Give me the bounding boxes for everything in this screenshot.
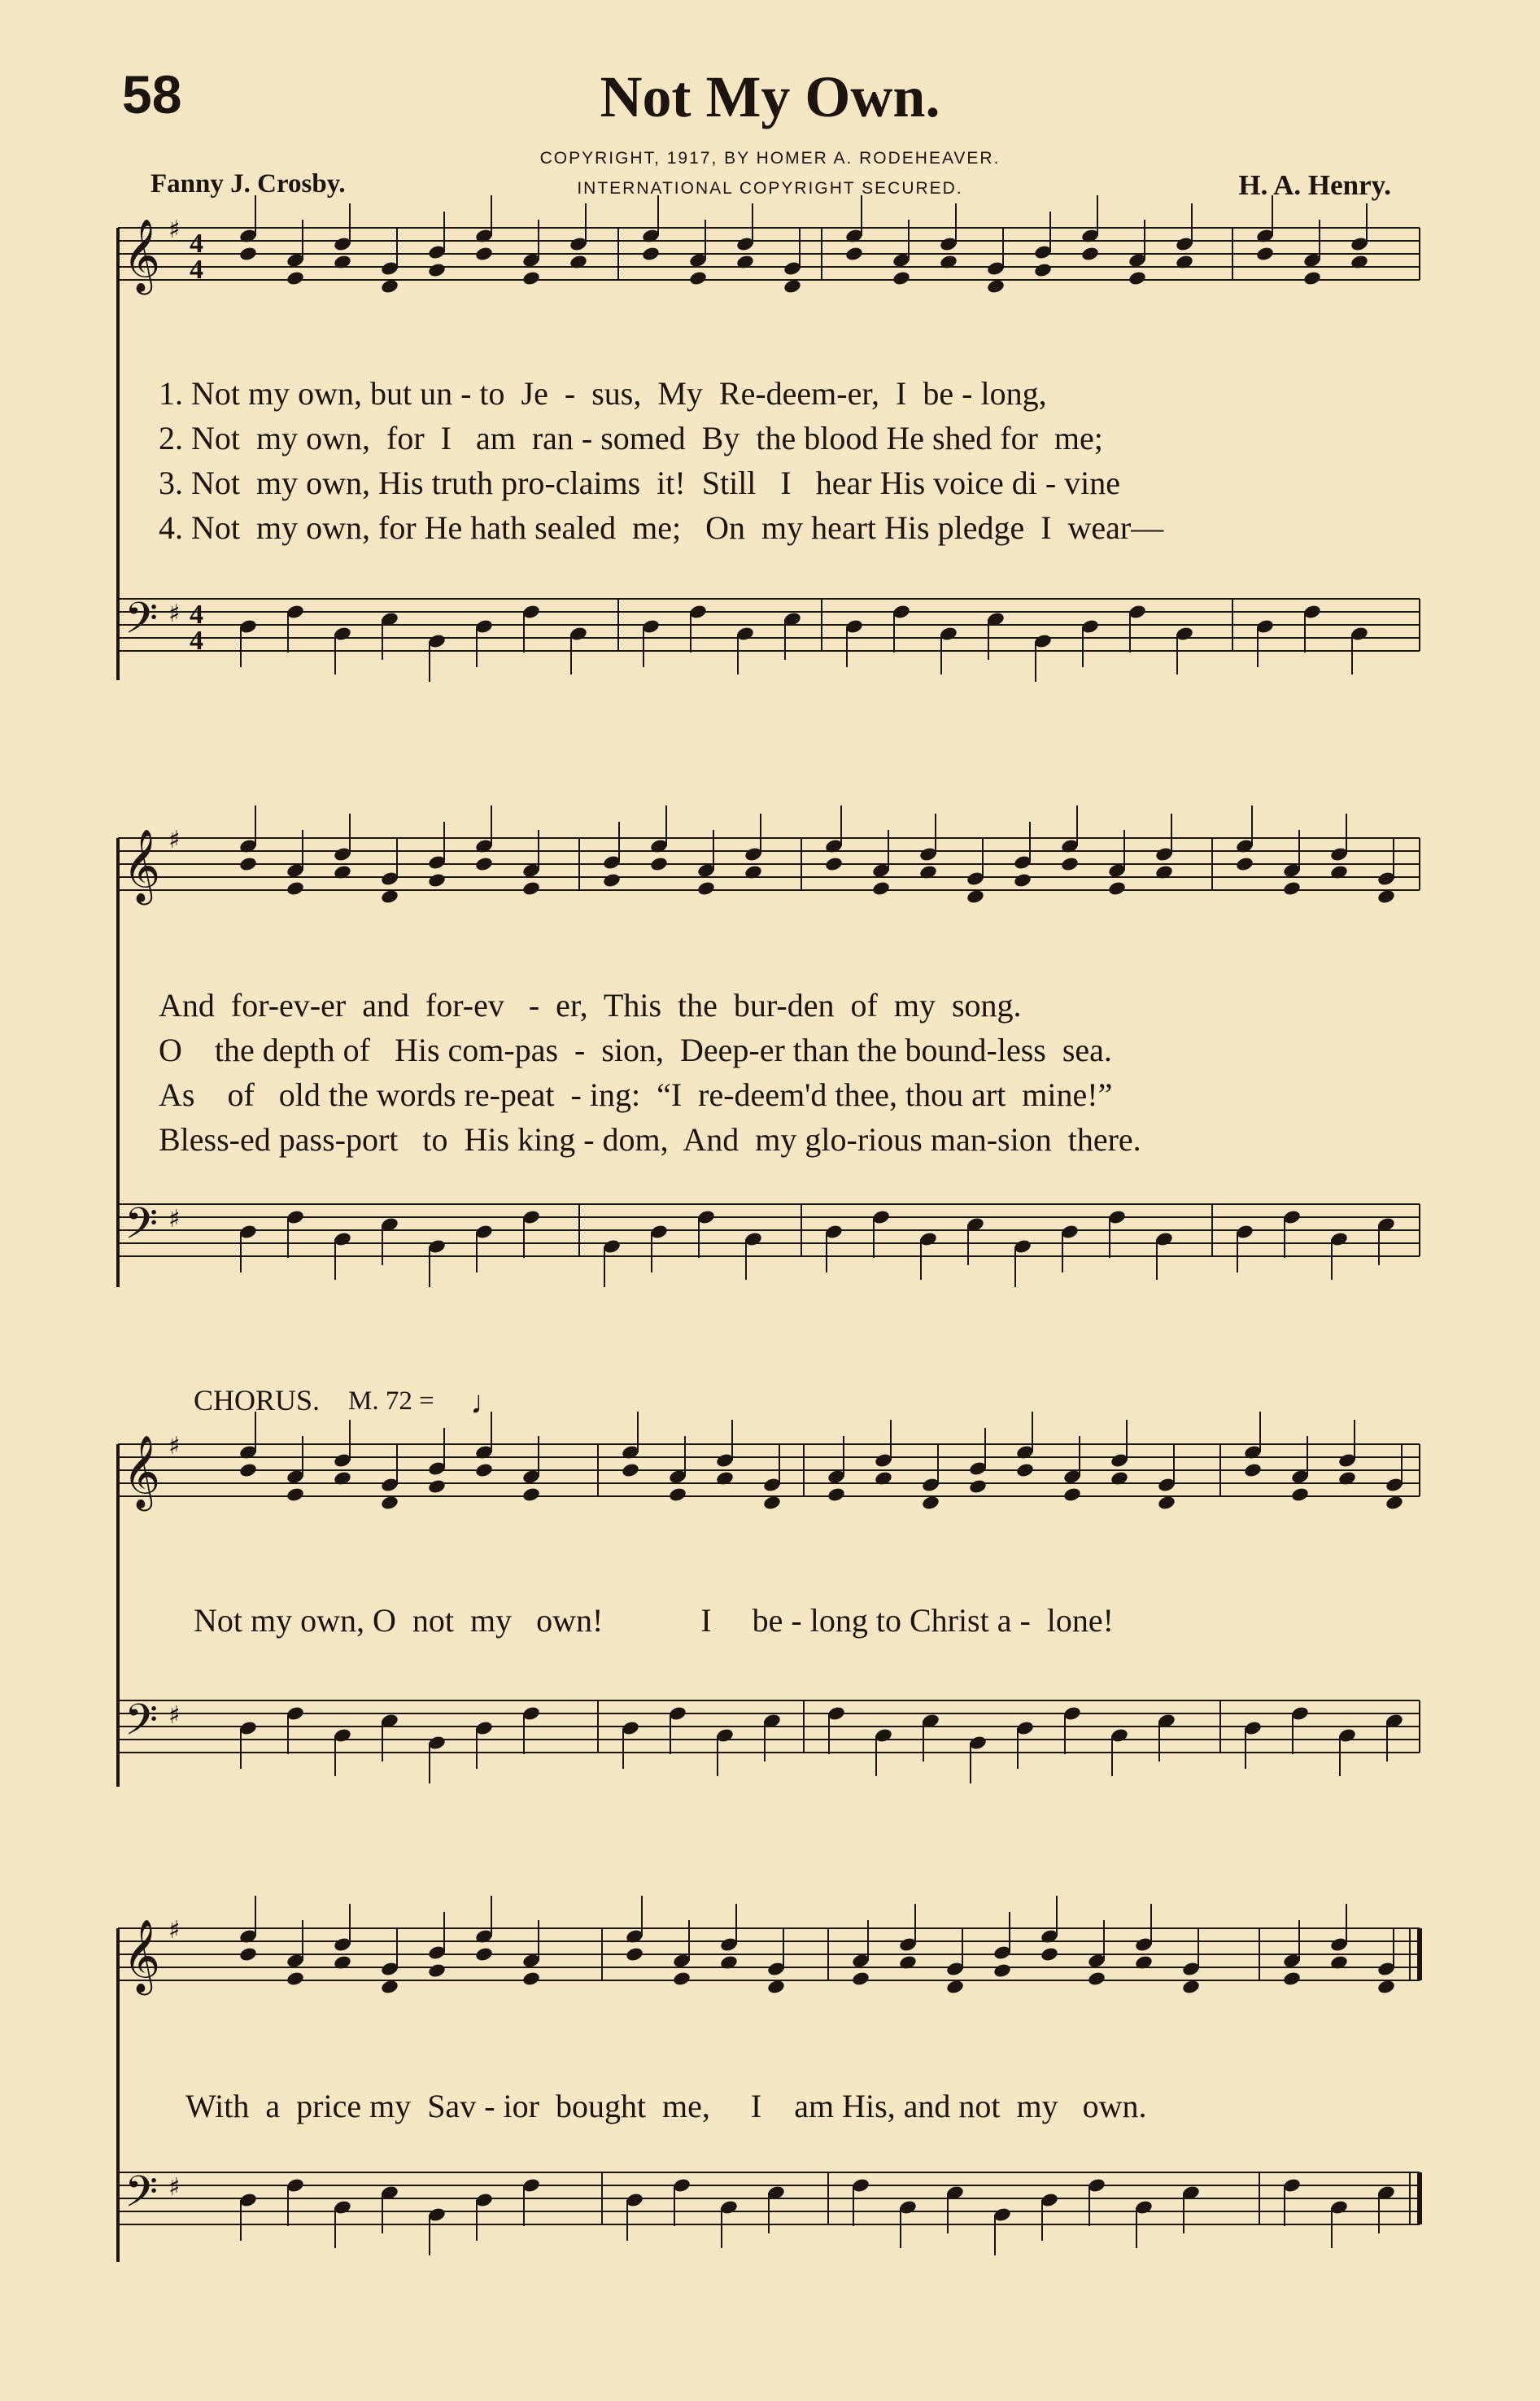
bass-clef-icon: 𝄢 — [124, 594, 159, 654]
notehead — [1107, 880, 1127, 897]
notehead — [286, 880, 305, 897]
notehead — [286, 270, 305, 286]
notehead — [286, 1971, 305, 1987]
quarter-note-icon: ♩ — [470, 1384, 503, 1421]
notehead — [827, 1486, 846, 1503]
verse-1-line-2: And for-ev-er and for-ev - er, This the bur-den of my song. — [159, 987, 1022, 1024]
notehead — [238, 1462, 258, 1478]
notehead — [238, 856, 258, 872]
notehead — [1013, 872, 1032, 888]
treble-clef-icon: 𝄞 — [123, 219, 161, 292]
notehead — [380, 278, 399, 295]
sharp-icon: ♯ — [168, 1701, 181, 1730]
treble-clef-icon: 𝄞 — [123, 829, 161, 902]
sharp-icon: ♯ — [168, 600, 181, 628]
notehead — [641, 246, 661, 262]
notehead — [286, 1486, 305, 1503]
notehead — [688, 270, 708, 286]
sharp-icon: ♯ — [168, 1205, 181, 1233]
verse-3-line-2: As of old the words re-peat - ing: “I re-deem'd thee, thou art mine!” — [159, 1076, 1113, 1113]
notehead — [766, 1979, 786, 1995]
notehead — [986, 278, 1006, 295]
notehead — [380, 1495, 399, 1511]
time-signature: 4 — [190, 229, 203, 259]
notehead — [1062, 1486, 1082, 1503]
notehead — [1235, 856, 1254, 872]
time-signature: 4 — [190, 600, 203, 630]
notehead — [1243, 1462, 1263, 1478]
sharp-icon: ♯ — [168, 216, 181, 244]
notehead — [672, 1971, 691, 1987]
copyright-line-1: COPYRIGHT, 1917, BY HOMER A. RODEHEAVER. — [539, 149, 1001, 168]
notehead — [1290, 1486, 1310, 1503]
notehead — [238, 1946, 258, 1962]
notehead — [945, 1979, 965, 1995]
sharp-icon: ♯ — [168, 1916, 181, 1945]
notehead — [427, 1962, 447, 1979]
treble-clef-icon: 𝄞 — [123, 1919, 161, 1993]
notehead — [238, 246, 258, 262]
chorus-lyric-line-1: Not my own, O not my own! I be - long to Christ a - lone! — [194, 1602, 1114, 1639]
sharp-icon: ♯ — [168, 2173, 181, 2202]
notehead — [1015, 1462, 1035, 1478]
notehead — [1376, 1979, 1396, 1995]
chorus-label: CHORUS. — [194, 1384, 321, 1417]
notehead — [380, 888, 399, 905]
verse-2-line-1: 2. Not my own, for I am ran - somed By the blood He shed for me; — [159, 420, 1103, 456]
notehead — [844, 246, 864, 262]
notehead — [621, 1462, 640, 1478]
notehead — [1385, 1495, 1404, 1511]
notehead — [474, 246, 494, 262]
notehead — [625, 1946, 644, 1962]
bass-clef-icon: 𝄢 — [124, 1199, 159, 1259]
time-signature: 4 — [190, 626, 203, 656]
composer-credit: H. A. Henry. — [1238, 169, 1391, 201]
notehead — [521, 270, 541, 286]
verse-3-line-1: 3. Not my own, His truth pro-claims it! Still I hear His voice di - vine — [159, 465, 1121, 501]
notehead — [521, 880, 541, 897]
notehead — [892, 270, 911, 286]
notehead — [1181, 1979, 1201, 1995]
notehead — [427, 262, 447, 278]
notehead — [474, 1462, 494, 1478]
notehead — [783, 278, 802, 295]
notehead — [649, 856, 669, 872]
notehead — [992, 1962, 1012, 1979]
notehead — [427, 1478, 447, 1495]
verse-4-line-1: 4. Not my own, for He hath sealed me; On my heart His pledge I wear— — [159, 509, 1164, 546]
notehead — [427, 872, 447, 888]
lyricist-credit: Fanny J. Crosby. — [151, 169, 346, 199]
notehead — [521, 1486, 541, 1503]
notehead — [668, 1486, 687, 1503]
notehead — [824, 856, 844, 872]
notehead — [521, 1971, 541, 1987]
notehead — [1376, 888, 1396, 905]
notehead — [1282, 880, 1302, 897]
notehead — [851, 1971, 870, 1987]
notehead — [1080, 246, 1100, 262]
hymn-number: 58 — [122, 64, 182, 124]
bass-clef-icon: 𝄢 — [124, 1696, 159, 1756]
notehead — [871, 880, 891, 897]
sharp-icon: ♯ — [168, 826, 181, 854]
verse-2-line-2: O the depth of His com-pas - sion, Deep-er than the bound-less sea. — [159, 1032, 1112, 1068]
notehead — [968, 1478, 988, 1495]
chorus-lyric-line-2: With a price my Sav - ior bought me, I am His, and not my own. — [185, 2088, 1147, 2124]
notehead — [921, 1495, 940, 1511]
notehead — [1282, 1971, 1302, 1987]
treble-clef-icon: 𝄞 — [123, 1435, 161, 1508]
notehead — [1255, 246, 1275, 262]
bass-clef-icon: 𝄢 — [124, 2167, 159, 2228]
notehead — [1128, 270, 1147, 286]
tempo-marking: M. 72 = — [348, 1386, 434, 1416]
notehead — [1060, 856, 1080, 872]
notehead — [1087, 1971, 1106, 1987]
notehead — [380, 1979, 399, 1995]
notehead — [966, 888, 985, 905]
notehead — [1033, 262, 1053, 278]
verse-4-line-2: Bless-ed pass-port to His king - dom, And my glo-rious man-sion there. — [159, 1121, 1141, 1158]
hymn-title: Not My Own. — [600, 64, 940, 129]
notehead — [474, 856, 494, 872]
notehead — [696, 880, 716, 897]
verse-1-line-1: 1. Not my own, but un - to Je - sus, My Re-deem-er, I be - long, — [159, 375, 1047, 412]
notehead — [762, 1495, 782, 1511]
notehead — [602, 872, 622, 888]
notehead — [1302, 270, 1322, 286]
time-signature: 4 — [190, 255, 203, 285]
sharp-icon: ♯ — [168, 1432, 181, 1460]
notehead — [1040, 1946, 1059, 1962]
notehead — [474, 1946, 494, 1962]
notehead — [1157, 1495, 1176, 1511]
copyright-line-2: INTERNATIONAL COPYRIGHT SECURED. — [577, 179, 963, 198]
